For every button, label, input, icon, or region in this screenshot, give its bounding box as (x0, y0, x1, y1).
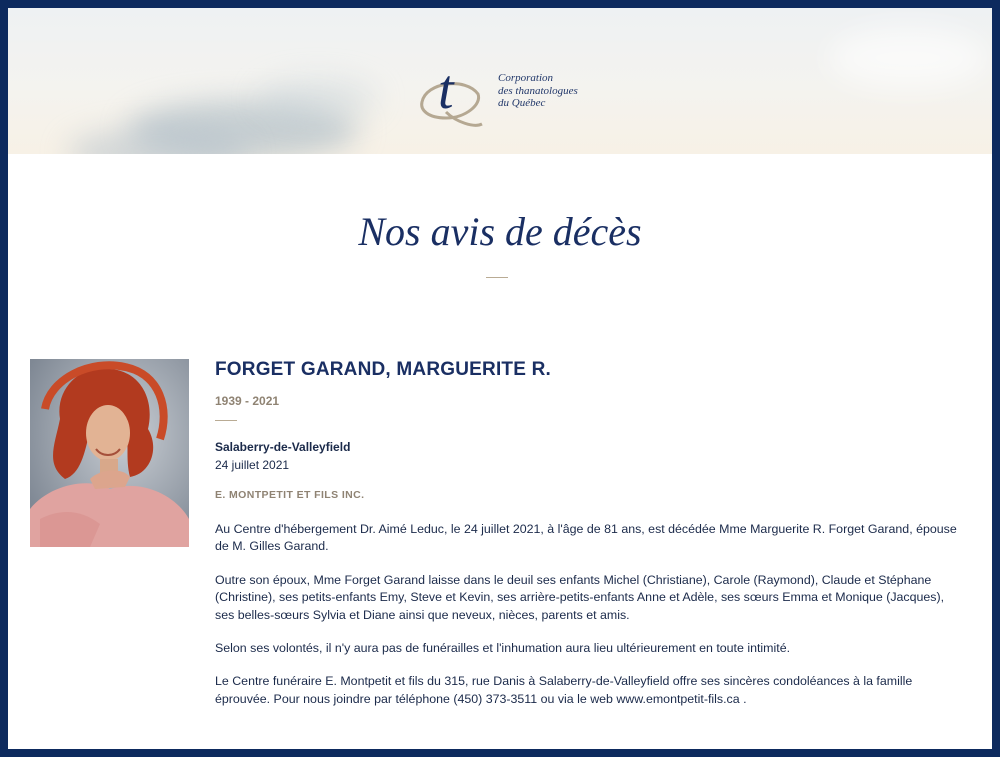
banner-cloud (258, 78, 378, 118)
svg-text:t: t (438, 59, 454, 121)
notice-paragraph: Au Centre d'hébergement Dr. Aimé Leduc, le 24 juillet 2021, à l'âge de 81 ans, est décédée Mme Marguerite R. Forget Garand, épouse de M. Gilles Garand. (215, 522, 957, 554)
page-frame (8, 8, 992, 749)
notice-paragraph: Selon ses volontés, il n'y aura pas de funérailles et l'inhumation aura lieu ultérieurement en toute intimité. (215, 641, 791, 656)
notice-content (215, 359, 963, 708)
logo-line: du Québec (498, 97, 546, 109)
notice-paragraph: Le Centre funéraire E. Montpetit et fils du 315, rue Danis à Salaberry-de-Valleyfield offre ses sincères condoléances à la famille éprouvée. Pour nous joindre par téléphone (450) 373-3511 ou via le web www.emontpetit-fils.ca . (215, 674, 913, 706)
funeral-home-name: E. MONTPETIT ET FILS INC. (215, 489, 365, 501)
logo-line: des thanatologues (498, 84, 578, 97)
notice-paragraph: Outre son époux, Mme Forget Garand laisse dans le deuil ses enfants Michel (Christiane), Carole (Raymond), Claude et Stéphane (Christine), ses petits-enfants Emy, Steve et Kevin, ses arrière-petits-enfants Anne et Adèle, ses sœurs Emma et Monique (Jacques), ses belles-sœurs Sylvia et Diane ainsi que neveux, nièces, parents et amis. (215, 572, 945, 622)
title-divider (486, 277, 508, 278)
logo-line: Corporation (498, 72, 554, 84)
deceased-photo (30, 359, 189, 547)
banner-cloud (828, 28, 988, 88)
site-logo[interactable] (416, 52, 596, 132)
notice-divider (215, 420, 237, 421)
life-years: 1939 - 2021 (215, 394, 280, 408)
deceased-name: FORGET GARAND, MARGUERITE R. (215, 359, 551, 380)
notice-date: 24 juillet 2021 (215, 458, 290, 472)
logo-text (498, 72, 608, 110)
header-banner (8, 8, 992, 154)
portrait-image (30, 359, 189, 547)
page-title: Nos avis de décès (358, 209, 642, 254)
logo-t-icon (416, 52, 486, 132)
notice-city: Salaberry-de-Valleyfield (215, 440, 351, 454)
